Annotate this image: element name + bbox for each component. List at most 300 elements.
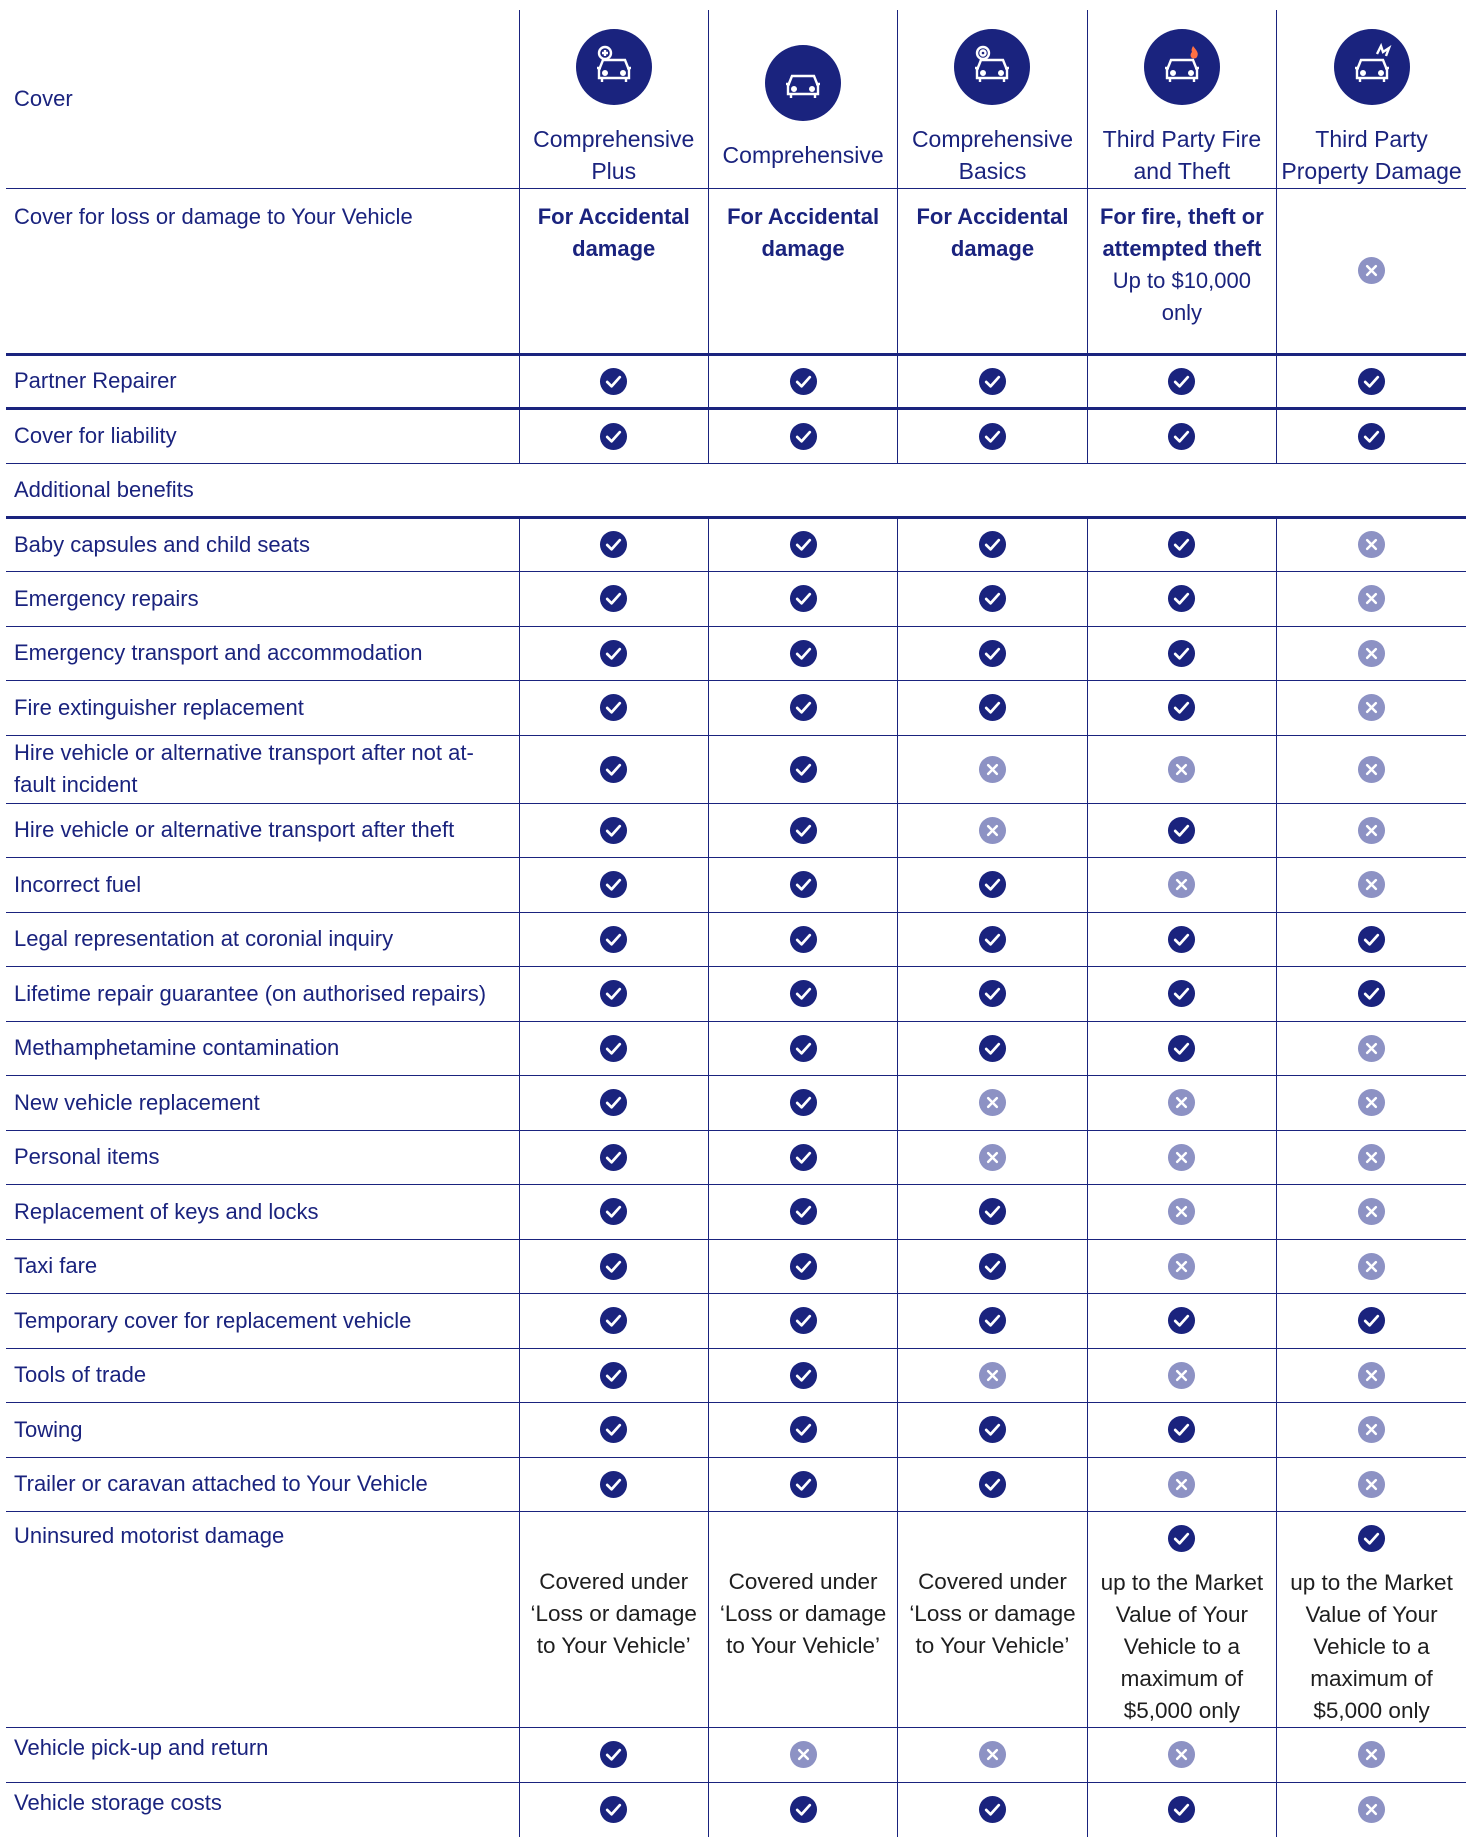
cell-not-covered xyxy=(1277,803,1466,858)
cell-covered xyxy=(519,1457,708,1512)
check-icon xyxy=(1167,584,1196,613)
cell-covered xyxy=(1087,517,1276,572)
check-icon xyxy=(789,1361,818,1390)
cover-heading: Cover xyxy=(14,85,73,111)
cell-not-covered xyxy=(1087,735,1276,803)
check-icon xyxy=(599,1034,628,1063)
check-icon xyxy=(978,1470,1007,1499)
empty-cell xyxy=(1277,463,1466,517)
check-icon xyxy=(1357,979,1386,1008)
cell-covered xyxy=(898,1239,1087,1294)
cell-not-covered xyxy=(1277,735,1466,803)
cell-not-covered xyxy=(708,1728,897,1783)
cell-covered xyxy=(898,626,1087,681)
table-row xyxy=(6,681,1466,736)
cell-covered xyxy=(708,1782,897,1837)
check-icon xyxy=(1167,1415,1196,1444)
cross-icon xyxy=(1357,256,1386,285)
row-label: New vehicle replacement xyxy=(6,1076,519,1131)
check-icon xyxy=(789,1088,818,1117)
check-icon xyxy=(978,367,1007,396)
cell-covered xyxy=(898,1021,1087,1076)
table-row xyxy=(6,912,1466,967)
car-gear-icon xyxy=(954,29,1030,105)
table-row xyxy=(6,1782,1466,1837)
cell-not-covered xyxy=(898,1728,1087,1783)
cell-not-covered xyxy=(1277,1782,1466,1837)
row-label: Cover for loss or damage to Your Vehicle xyxy=(6,188,519,354)
cell-covered xyxy=(898,858,1087,913)
empty-cell xyxy=(708,463,897,517)
table-row xyxy=(6,1728,1466,1783)
cross-icon xyxy=(1357,816,1386,845)
check-icon xyxy=(599,1088,628,1117)
table-row xyxy=(6,967,1466,1022)
check-icon xyxy=(599,816,628,845)
cell-covered xyxy=(708,1239,897,1294)
cross-icon xyxy=(978,1740,1007,1769)
cell-not-covered xyxy=(1087,1457,1276,1512)
cell-not-covered xyxy=(898,1130,1087,1185)
cross-icon xyxy=(1167,755,1196,784)
cross-icon xyxy=(978,1361,1007,1390)
check-icon xyxy=(789,1197,818,1226)
check-icon xyxy=(1167,1034,1196,1063)
check-icon xyxy=(1167,1306,1196,1335)
table-row xyxy=(6,1185,1466,1240)
row-label: Tools of trade xyxy=(6,1348,519,1403)
table-row xyxy=(6,517,1466,572)
check-icon xyxy=(789,1415,818,1444)
check-icon xyxy=(599,1143,628,1172)
cell-covered xyxy=(519,1348,708,1403)
cover-limit-text: Up to $10,000 only xyxy=(1112,267,1251,325)
check-icon xyxy=(599,584,628,613)
cell-covered xyxy=(519,354,708,409)
plan-name: Comprehensive xyxy=(722,141,884,168)
cross-icon xyxy=(789,1740,818,1769)
cover-note: Covered under ‘Loss or damage to Your Vehicle’ xyxy=(530,1569,697,1658)
check-icon xyxy=(599,693,628,722)
cell-not-covered xyxy=(1277,681,1466,736)
cross-icon xyxy=(1167,1252,1196,1281)
cross-icon xyxy=(1357,1415,1386,1444)
cell-covered xyxy=(519,803,708,858)
check-icon xyxy=(978,1034,1007,1063)
cross-icon xyxy=(1167,1088,1196,1117)
cell-covered xyxy=(1087,1403,1276,1458)
empty-cell xyxy=(898,463,1087,517)
cell-covered xyxy=(519,1728,708,1783)
table-row xyxy=(6,354,1466,409)
check-icon xyxy=(599,422,628,451)
cell-covered xyxy=(898,517,1087,572)
row-label: Hire vehicle or alternative transport after not at-fault incident xyxy=(6,735,519,803)
cell-covered xyxy=(1277,967,1466,1022)
cross-icon xyxy=(1167,1740,1196,1769)
check-icon xyxy=(1357,422,1386,451)
cell-covered xyxy=(519,626,708,681)
cell-not-covered xyxy=(1087,858,1276,913)
car-plus-icon xyxy=(576,29,652,105)
cell-not-covered xyxy=(1277,626,1466,681)
table-row xyxy=(6,572,1466,627)
cell-not-covered xyxy=(1277,1021,1466,1076)
check-icon xyxy=(1167,530,1196,559)
check-icon xyxy=(978,584,1007,613)
cell-not-covered xyxy=(898,803,1087,858)
cell-covered xyxy=(519,1076,708,1131)
cell-not-covered xyxy=(1277,188,1466,354)
check-icon xyxy=(599,1361,628,1390)
cover-type-text: For Accidental damage xyxy=(916,203,1069,261)
check-icon xyxy=(978,530,1007,559)
cell-covered xyxy=(519,681,708,736)
check-icon xyxy=(789,1143,818,1172)
check-icon xyxy=(978,693,1007,722)
row-label: Methamphetamine contamination xyxy=(6,1021,519,1076)
car-icon xyxy=(765,45,841,121)
car-crash-icon xyxy=(1334,29,1410,105)
cell-covered xyxy=(898,1403,1087,1458)
cover-type-text: For fire, theft or attempted theft xyxy=(1099,203,1264,261)
additional-benefits-heading-row xyxy=(6,463,1466,517)
cell-covered xyxy=(898,681,1087,736)
check-icon xyxy=(789,925,818,954)
cell-covered xyxy=(898,572,1087,627)
row-label: Vehicle pick-up and return xyxy=(6,1728,519,1783)
row-label: Legal representation at coronial inquiry xyxy=(6,912,519,967)
row-label: Hire vehicle or alternative transport after theft xyxy=(6,803,519,858)
check-icon xyxy=(1167,925,1196,954)
cell-covered xyxy=(708,1294,897,1349)
cover-comparison-table xyxy=(6,10,1466,1837)
cross-icon xyxy=(1357,1470,1386,1499)
cell-covered xyxy=(1087,572,1276,627)
cell-covered xyxy=(708,858,897,913)
check-icon xyxy=(978,870,1007,899)
table-row xyxy=(6,1348,1466,1403)
table-body xyxy=(6,10,1466,1837)
cell-covered-limited xyxy=(1277,1512,1466,1728)
row-label: Replacement of keys and locks xyxy=(6,1185,519,1240)
row-label: Incorrect fuel xyxy=(6,858,519,913)
cross-icon xyxy=(1357,530,1386,559)
cell-covered xyxy=(519,1130,708,1185)
table-row xyxy=(6,1403,1466,1458)
table-row xyxy=(6,735,1466,803)
check-icon xyxy=(789,422,818,451)
table-row xyxy=(6,1239,1466,1294)
cell-not-covered xyxy=(1087,1076,1276,1131)
check-icon xyxy=(978,422,1007,451)
cell-covered xyxy=(1277,354,1466,409)
cross-icon xyxy=(1357,870,1386,899)
table-row xyxy=(6,1457,1466,1512)
cell-covered xyxy=(708,912,897,967)
cell-covered xyxy=(519,967,708,1022)
cell-covered xyxy=(708,354,897,409)
cell-not-covered xyxy=(1087,1348,1276,1403)
empty-cell xyxy=(1087,463,1276,517)
check-icon xyxy=(789,1252,818,1281)
check-icon xyxy=(1357,1524,1386,1553)
check-icon xyxy=(1357,1306,1386,1335)
table-row xyxy=(6,803,1466,858)
cell-covered xyxy=(519,1021,708,1076)
check-icon xyxy=(599,925,628,954)
check-icon xyxy=(599,1740,628,1769)
cross-icon xyxy=(1357,1197,1386,1226)
cross-icon xyxy=(1357,1143,1386,1172)
cell-covered xyxy=(708,626,897,681)
check-icon xyxy=(599,1306,628,1335)
cross-icon xyxy=(1167,1143,1196,1172)
cell-covered xyxy=(708,1021,897,1076)
cell-loss-cover xyxy=(898,188,1087,354)
plan-header-comprehensive-basics xyxy=(898,10,1087,188)
check-icon xyxy=(1357,367,1386,396)
check-icon xyxy=(789,755,818,784)
row-label: Cover for liability xyxy=(6,409,519,464)
cross-icon xyxy=(1357,1088,1386,1117)
cover-note: Covered under ‘Loss or damage to Your Vehicle’ xyxy=(909,1569,1076,1658)
cell-covered xyxy=(898,1294,1087,1349)
table-row xyxy=(6,1021,1466,1076)
cell-loss-cover xyxy=(519,188,708,354)
cover-type-text: For Accidental damage xyxy=(537,203,690,261)
check-icon xyxy=(599,870,628,899)
cell-covered xyxy=(708,1185,897,1240)
cell-covered xyxy=(519,858,708,913)
cell-covered xyxy=(708,517,897,572)
cell-covered xyxy=(519,409,708,464)
cell-loss-cover xyxy=(1087,188,1276,354)
cell-covered xyxy=(519,1782,708,1837)
cell-not-covered xyxy=(898,1348,1087,1403)
row-label: Baby capsules and child seats xyxy=(6,517,519,572)
cover-limit-note: up to the Market Value of Your Vehicle to a maximum of $5,000 only xyxy=(1100,1570,1264,1723)
cell-covered xyxy=(898,912,1087,967)
cross-icon xyxy=(1357,639,1386,668)
cell-loss-cover xyxy=(708,188,897,354)
cell-covered xyxy=(519,1239,708,1294)
cross-icon xyxy=(1167,1470,1196,1499)
cell-not-covered xyxy=(1277,858,1466,913)
row-label: Lifetime repair guarantee (on authorised repairs) xyxy=(6,967,519,1022)
car-fire-icon xyxy=(1144,29,1220,105)
plan-name: Third Party Property Damage xyxy=(1281,125,1462,184)
cell-covered xyxy=(519,1185,708,1240)
cell-covered xyxy=(708,409,897,464)
section-heading: Additional benefits xyxy=(6,463,519,517)
cell-covered xyxy=(519,517,708,572)
cross-icon xyxy=(1357,1361,1386,1390)
cell-covered xyxy=(708,1348,897,1403)
cell-not-covered xyxy=(1087,1728,1276,1783)
check-icon xyxy=(1167,816,1196,845)
check-icon xyxy=(789,367,818,396)
cross-icon xyxy=(978,1143,1007,1172)
check-icon xyxy=(789,979,818,1008)
check-icon xyxy=(599,1470,628,1499)
cell-not-covered xyxy=(1277,1185,1466,1240)
cell-covered xyxy=(898,1457,1087,1512)
check-icon xyxy=(599,367,628,396)
check-icon xyxy=(789,1306,818,1335)
cell-not-covered xyxy=(1277,1076,1466,1131)
plan-name: Third Party Fire and Theft xyxy=(1102,125,1262,184)
cross-icon xyxy=(978,1088,1007,1117)
cross-icon xyxy=(1357,693,1386,722)
check-icon xyxy=(1167,693,1196,722)
cell-not-covered xyxy=(1277,1130,1466,1185)
plan-header-comprehensive xyxy=(708,10,897,188)
row-label: Emergency transport and accommodation xyxy=(6,626,519,681)
cell-covered xyxy=(708,1130,897,1185)
cell-covered xyxy=(1087,1294,1276,1349)
check-icon xyxy=(789,639,818,668)
cell-covered xyxy=(519,572,708,627)
cell-not-covered xyxy=(1277,1239,1466,1294)
cell-covered-under-loss xyxy=(519,1512,708,1728)
table-row xyxy=(6,626,1466,681)
cell-covered xyxy=(708,681,897,736)
check-icon xyxy=(789,584,818,613)
cell-covered xyxy=(708,1403,897,1458)
row-label: Partner Repairer xyxy=(6,354,519,409)
check-icon xyxy=(978,1252,1007,1281)
check-icon xyxy=(1167,979,1196,1008)
cell-covered xyxy=(708,735,897,803)
check-icon xyxy=(599,1415,628,1444)
cell-covered-limited xyxy=(1087,1512,1276,1728)
cell-covered xyxy=(1087,354,1276,409)
cross-icon xyxy=(1357,584,1386,613)
cell-not-covered xyxy=(1087,1239,1276,1294)
cell-covered xyxy=(1087,626,1276,681)
check-icon xyxy=(599,1795,628,1824)
cell-covered xyxy=(1087,912,1276,967)
table-row xyxy=(6,1294,1466,1349)
cell-covered xyxy=(1087,1782,1276,1837)
row-label: Emergency repairs xyxy=(6,572,519,627)
check-icon xyxy=(599,1252,628,1281)
row-label: Temporary cover for replacement vehicle xyxy=(6,1294,519,1349)
plan-header-comprehensive-plus xyxy=(519,10,708,188)
cross-icon xyxy=(1167,1361,1196,1390)
cell-covered xyxy=(708,572,897,627)
plan-header-third-party-property-damage xyxy=(1277,10,1466,188)
check-icon xyxy=(599,639,628,668)
cell-not-covered xyxy=(1277,1728,1466,1783)
cross-icon xyxy=(1167,870,1196,899)
cell-not-covered xyxy=(898,1076,1087,1131)
cross-icon xyxy=(978,816,1007,845)
check-icon xyxy=(1357,925,1386,954)
check-icon xyxy=(599,530,628,559)
cell-not-covered xyxy=(1277,1348,1466,1403)
cell-not-covered xyxy=(1087,1130,1276,1185)
cell-covered xyxy=(898,1782,1087,1837)
check-icon xyxy=(978,1795,1007,1824)
check-icon xyxy=(789,870,818,899)
cell-covered xyxy=(708,1076,897,1131)
check-icon xyxy=(1167,639,1196,668)
table-row xyxy=(6,858,1466,913)
cell-covered xyxy=(708,803,897,858)
row-label: Personal items xyxy=(6,1130,519,1185)
header-row xyxy=(6,10,1466,188)
plan-name: Comprehensive Plus xyxy=(533,125,695,184)
cover-note: Covered under ‘Loss or damage to Your Vehicle’ xyxy=(719,1569,887,1658)
check-icon xyxy=(1167,1524,1196,1553)
cell-not-covered xyxy=(1277,517,1466,572)
cell-covered xyxy=(1277,1294,1466,1349)
check-icon xyxy=(1167,367,1196,396)
cell-covered xyxy=(1277,912,1466,967)
cell-covered xyxy=(1087,803,1276,858)
check-icon xyxy=(1167,422,1196,451)
check-icon xyxy=(978,1415,1007,1444)
cell-covered xyxy=(519,912,708,967)
cell-covered xyxy=(1087,409,1276,464)
table-row xyxy=(6,1130,1466,1185)
cell-covered xyxy=(1277,409,1466,464)
cell-covered xyxy=(898,354,1087,409)
check-icon xyxy=(789,530,818,559)
check-icon xyxy=(599,1197,628,1226)
cross-icon xyxy=(1357,1034,1386,1063)
table-row-loss-or-damage xyxy=(6,188,1466,354)
cell-not-covered xyxy=(898,735,1087,803)
check-icon xyxy=(978,1197,1007,1226)
cell-covered xyxy=(898,967,1087,1022)
row-label: Fire extinguisher replacement xyxy=(6,681,519,736)
check-icon xyxy=(599,755,628,784)
check-icon xyxy=(789,1795,818,1824)
cover-limit-note: up to the Market Value of Your Vehicle to a maximum of $5,000 only xyxy=(1290,1570,1453,1723)
cell-covered-under-loss xyxy=(898,1512,1087,1728)
cross-icon xyxy=(1357,1795,1386,1824)
cell-covered xyxy=(898,409,1087,464)
cell-covered xyxy=(519,1294,708,1349)
check-icon xyxy=(599,979,628,1008)
cell-covered xyxy=(898,1185,1087,1240)
table-row xyxy=(6,1076,1466,1131)
cell-not-covered xyxy=(1087,1185,1276,1240)
row-label: Trailer or caravan attached to Your Vehicle xyxy=(6,1457,519,1512)
cell-covered xyxy=(1087,967,1276,1022)
cross-icon xyxy=(1357,755,1386,784)
cross-icon xyxy=(1167,1197,1196,1226)
check-icon xyxy=(978,979,1007,1008)
check-icon xyxy=(978,925,1007,954)
check-icon xyxy=(789,1470,818,1499)
cell-not-covered xyxy=(1277,1403,1466,1458)
cell-covered xyxy=(708,1457,897,1512)
row-label: Taxi fare xyxy=(6,1239,519,1294)
cell-covered xyxy=(1087,1021,1276,1076)
cell-covered xyxy=(1087,681,1276,736)
cross-icon xyxy=(1357,1252,1386,1281)
cell-covered-under-loss xyxy=(708,1512,897,1728)
plan-header-third-party-fire-theft xyxy=(1087,10,1276,188)
check-icon xyxy=(978,1306,1007,1335)
table-row xyxy=(6,409,1466,464)
table-row-uninsured-motorist xyxy=(6,1512,1466,1728)
cross-icon xyxy=(1357,1740,1386,1769)
